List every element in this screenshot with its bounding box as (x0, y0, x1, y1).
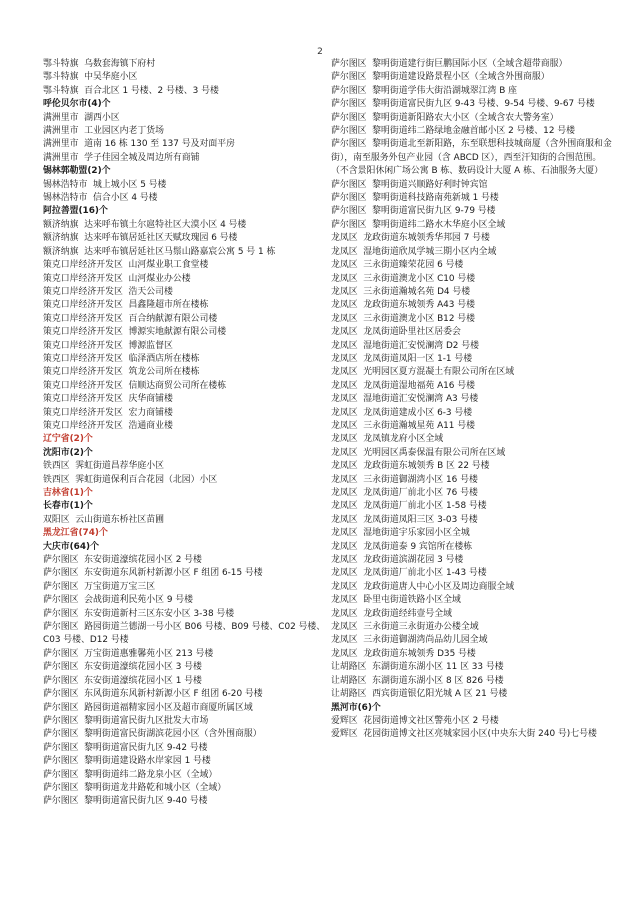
location-entry: 策克口岸经济开发区 浩天公司楼 (43, 286, 173, 297)
location-entry: 铁西区 霁虹街道昌荐华庭小区 (43, 461, 165, 472)
location-entry: 萨尔图区 东安街道新村三区东安小区 3-38 号楼 (43, 608, 235, 619)
location-entry: 萨尔图区 黎明街道学伟大街沿湖城翠江湾 B 座 (331, 85, 517, 96)
location-entry: 萨尔图区 黎明街道富民街九区 9-79 号楼 (331, 206, 496, 217)
location-entry: 龙凤区 龙政街道经纬壹号全域 (331, 608, 453, 619)
location-entry: 爱辉区 花园街道博文社区亮城家园小区(中央东大街 240 号)七号楼 (331, 729, 597, 740)
location-entry: 龙凤区 龙凤街道凤阳三区 3-03 号楼 (331, 514, 478, 525)
location-entry: 龙凤区 湿地街道汇安悦澜湾 D2 号楼 (331, 340, 480, 351)
left-column (43, 58, 326, 809)
location-entry: 萨尔图区 黎明街道纬二路龙泉小区（全域） (43, 769, 218, 780)
location-entry: 龙凤区 龙政街道唐人中心小区及周边商服全域 (331, 581, 515, 592)
location-entry: 龙凤区 龙政街道东城领秀 D35 号楼 (331, 648, 476, 659)
location-entry: 龙凤区 龙凤街道建成小区 6-3 号楼 (331, 407, 473, 418)
region-heading: 辽宁省(2)个 (43, 434, 93, 445)
location-entry: 锡林浩特市 信合小区 4 号楼 (43, 193, 158, 204)
region-heading: 大庆市(64)个 (43, 541, 99, 552)
location-entry: 萨尔图区 黎明街道富民街九区批发大市场 (43, 715, 209, 726)
location-entry: 策克口岸经济开发区 昌鑫隆超市所在楼栋 (43, 300, 209, 311)
location-entry: 龙凤区 龙凤街道泰 9 宾馆所在楼栋 (331, 541, 473, 552)
region-heading: 吉林省(1)个 (43, 488, 93, 498)
region-heading: 黑龙江省(74)个 (43, 528, 108, 539)
location-entry: 龙凤区 湿地街道宇乐家园小区全城 (331, 528, 470, 539)
location-entry: 龙凤区 龙凤街道厂前北小区 76 号楼 (331, 488, 478, 498)
location-entry: 萨尔图区 万宝街道万宝三区 (43, 581, 156, 592)
location-entry: 萨尔图区 黎明街道富民街九区 9-42 号楼 (43, 742, 208, 753)
location-entry: 策克口岸经济开发区 庆华商铺楼 (43, 394, 173, 405)
location-entry: 龙凤区 湿地街道欣凤学城三期小区内全域 (331, 246, 497, 257)
location-entry: 龙凤区 龙凤街道厂前北小区 1-43 号楼 (331, 568, 487, 579)
location-entry: 萨尔图区 东安街道濠缤花园小区 2 号楼 (43, 555, 202, 566)
location-entry: 萨尔图区 黎明街道富民街九区 9-40 号楼 (43, 796, 208, 807)
location-entry: 萨尔图区 黎明街道兴顺路好利时钟宾馆 (331, 179, 488, 190)
location-entry: 萨尔图区 黎明街道建设路景程小区（全域含外围商服） (331, 72, 550, 83)
location-entry: 萨尔图区 黎明街道建设路水岸家园 1 号楼 (43, 756, 211, 767)
location-entry: 龙凤区 三永街道臻荣花园 6 号楼 (331, 260, 464, 271)
location-entry: 萨尔图区 东风街道东风新村新源小区 F 组团 6-20 号楼 (43, 689, 263, 700)
region-heading: 黑河市(6)个 (331, 702, 381, 713)
location-entry: 双阳区 云山街道东桥社区苗圃 (43, 514, 165, 525)
location-entry: 萨尔图区 东安街道濠缤花园小区 3 号楼 (43, 662, 202, 673)
location-entry: 龙凤区 龙政街道滨湖花园 3 号楼 (331, 555, 464, 566)
location-entry: 龙凤区 龙政街道东城领秀华邦园 7 号楼 (331, 233, 490, 244)
location-entry: 满洲里市 湖西小区 (43, 112, 120, 123)
location-entry: 萨尔图区 黎明街道北至新阳路，东至联想科技城商厦（含外围商服和金街），南至服务外包产业园（含 ABCD 区），西至汗知街的合围范围。（不含景阳休闲广场公寓 B 栋、数码设计大厦 A 栋、石油服务大厦） (331, 139, 612, 177)
location-entry: 让胡路区 东湖街道东湖小区 8 区 826 号楼 (331, 675, 504, 686)
location-entry: 龙凤区 湿地街道汇安悦澜湾 A3 号楼 (331, 394, 479, 405)
region-heading: 锡林郭勒盟(2)个 (43, 166, 111, 177)
location-entry: 龙凤区 龙凤街道湿地福苑 A16 号楼 (331, 380, 476, 391)
location-entry: 额济纳旗 达来呼布镇土尔扈特社区大漠小区 4 号楼 (43, 219, 247, 230)
region-heading: 沈阳市(2)个 (43, 447, 93, 458)
location-entry: 龙凤区 龙政街道东城领秀 B 区 22 号楼 (331, 461, 490, 472)
location-entry: 龙凤区 光明园区禹泰保温有限公司所在区域 (331, 447, 506, 458)
location-entry: 鄂斗特旗 乌数套海镇下府村 (43, 59, 156, 69)
location-entry: 龙凤区 三永街道御湖湾小区 16 号楼 (331, 474, 478, 485)
location-entry: 满洲里市 道南 16 栋 130 至 137 号及对面平房 (43, 139, 235, 150)
location-entry: 萨尔图区 黎明街道纬二路绿地金融首邮小区 2 号楼、12 号楼 (331, 126, 576, 137)
location-entry: 鄂斗特旗 中吴华庭小区 (43, 72, 138, 83)
location-entry: 龙凤区 卧里屯街道铁路小区全域 (331, 595, 461, 606)
location-entry: 龙凤区 三永街道澳龙小区 B12 号楼 (331, 313, 476, 324)
location-entry: 策克口岸经济开发区 博源监督区 (43, 340, 173, 351)
location-entry: 龙凤区 三永街道瀚城名苑 D4 号楼 (331, 286, 471, 297)
location-entry: 萨尔图区 路园街道兰德湖一号小区 B06 号楼、B09 号楼、C02 号楼、C03 号楼、D12 号楼 (43, 622, 326, 646)
location-entry: 龙凤区 光明园区夏方混凝土有限公司所在区域 (331, 367, 515, 378)
location-entry: 铁西区 霁虹街道保利百合花园（北园）小区 (43, 474, 218, 485)
region-heading: 呼伦贝尔市(4)个 (43, 99, 111, 110)
location-entry: 萨尔图区 东安街道东风新村新源小区 F 组团 6-15 号楼 (43, 568, 263, 579)
right-column (331, 58, 613, 742)
location-entry: 萨尔图区 路园街道福精家园小区及超市商厦所属区域 (43, 702, 253, 713)
location-entry: 策克口岸经济开发区 信顺达商贸公司所在楼栋 (43, 380, 227, 391)
location-entry: 萨尔图区 黎明街道科技路南苑新城 1 号楼 (331, 193, 499, 204)
location-entry: 额济纳旗 达来呼布镇居延社区天赋玫瑰园 6 号楼 (43, 233, 238, 244)
page-number: 2 (317, 47, 323, 57)
location-entry: 萨尔图区 东安街道濠缤花园小区 1 号楼 (43, 675, 202, 686)
location-entry: 龙凤区 龙政街道东城领秀 A43 号楼 (331, 300, 476, 311)
location-entry: 爱辉区 花园街道博文社区警苑小区 2 号楼 (331, 715, 499, 726)
location-entry: 萨尔图区 黎明街道富民街湖滨花园小区（含外围商服） (43, 729, 262, 740)
location-entry: 龙凤区 三永街道澳龙小区 C10 号楼 (331, 273, 476, 284)
location-entry: 策克口岸经济开发区 山河煤业办公楼 (43, 273, 191, 284)
location-entry: 策克口岸经济开发区 百合纳献源有限公司楼 (43, 313, 218, 324)
location-entry: 萨尔图区 黎明街道纬二路水木华庭小区全域 (331, 219, 506, 230)
location-entry: 龙凤区 龙凤街道卧里社区居委会 (331, 327, 461, 338)
location-entry: 策克口岸经济开发区 浩通商业楼 (43, 420, 173, 431)
region-heading: 长春市(1)个 (43, 501, 93, 512)
location-entry: 满洲里市 学子佳园全城及周边所有商铺 (43, 152, 200, 163)
location-entry: 萨尔图区 黎明街道新阳路农大小区（全域含农大警务室） (331, 112, 559, 123)
location-entry: 萨尔图区 黎明街道龙井路乾和城小区（全域） (43, 782, 227, 793)
location-entry: 龙凤区 三永街道御湖湾尚品幼儿园全域 (331, 635, 488, 646)
location-entry: 策克口岸经济开发区 临泽酒店所在楼栋 (43, 353, 200, 364)
location-entry: 龙凤区 龙凤街道厂前北小区 1-58 号楼 (331, 501, 487, 512)
location-entry: 额济纳旗 达来呼布镇居延社区马鬃山路嘉宸公寓 5 号 1 栋 (43, 246, 276, 257)
location-entry: 策克口岸经济开发区 博源实地献源有限公司楼 (43, 327, 227, 338)
location-entry: 策克口岸经济开发区 山河煤业职工食堂楼 (43, 260, 209, 271)
location-entry: 龙凤区 龙凤镇龙府小区全域 (331, 434, 444, 445)
location-entry: 满洲里市 工业园区内老丁货场 (43, 126, 165, 137)
location-entry: 锡林浩特市 城上城小区 5 号楼 (43, 179, 167, 190)
location-entry: 龙凤区 三永街道三永街道办公楼全域 (331, 622, 479, 633)
region-heading: 阿拉善盟(16)个 (43, 206, 108, 217)
location-entry: 萨尔图区 会战街道利民苑小区 9 号楼 (43, 595, 194, 606)
location-entry: 龙凤区 三永街道瀚城星苑 A11 号楼 (331, 420, 476, 431)
location-entry: 萨尔图区 黎明街道富民街九区 9-43 号楼、9-54 号楼、9-67 号楼 (331, 99, 595, 110)
location-entry: 萨尔图区 万宝街道惠雅馨苑小区 213 号楼 (43, 648, 214, 659)
location-entry: 龙凤区 龙凤街道凤阳一区 1-1 号楼 (331, 353, 473, 364)
location-entry: 萨尔图区 黎明街道建行街巨鹏国际小区（全域含超带商服） (331, 59, 568, 69)
location-entry: 让胡路区 东湖街道东湖小区 11 区 33 号楼 (331, 662, 504, 673)
location-entry: 鄂斗特旗 百合北区 1 号楼、2 号楼、3 号楼 (43, 85, 219, 96)
location-entry: 让胡路区 西宾街道银亿阳光城 A 区 21 号楼 (331, 689, 508, 700)
location-entry: 策克口岸经济开发区 宏力商铺楼 (43, 407, 173, 418)
location-entry: 策克口岸经济开发区 筑龙公司所在楼栋 (43, 367, 200, 378)
